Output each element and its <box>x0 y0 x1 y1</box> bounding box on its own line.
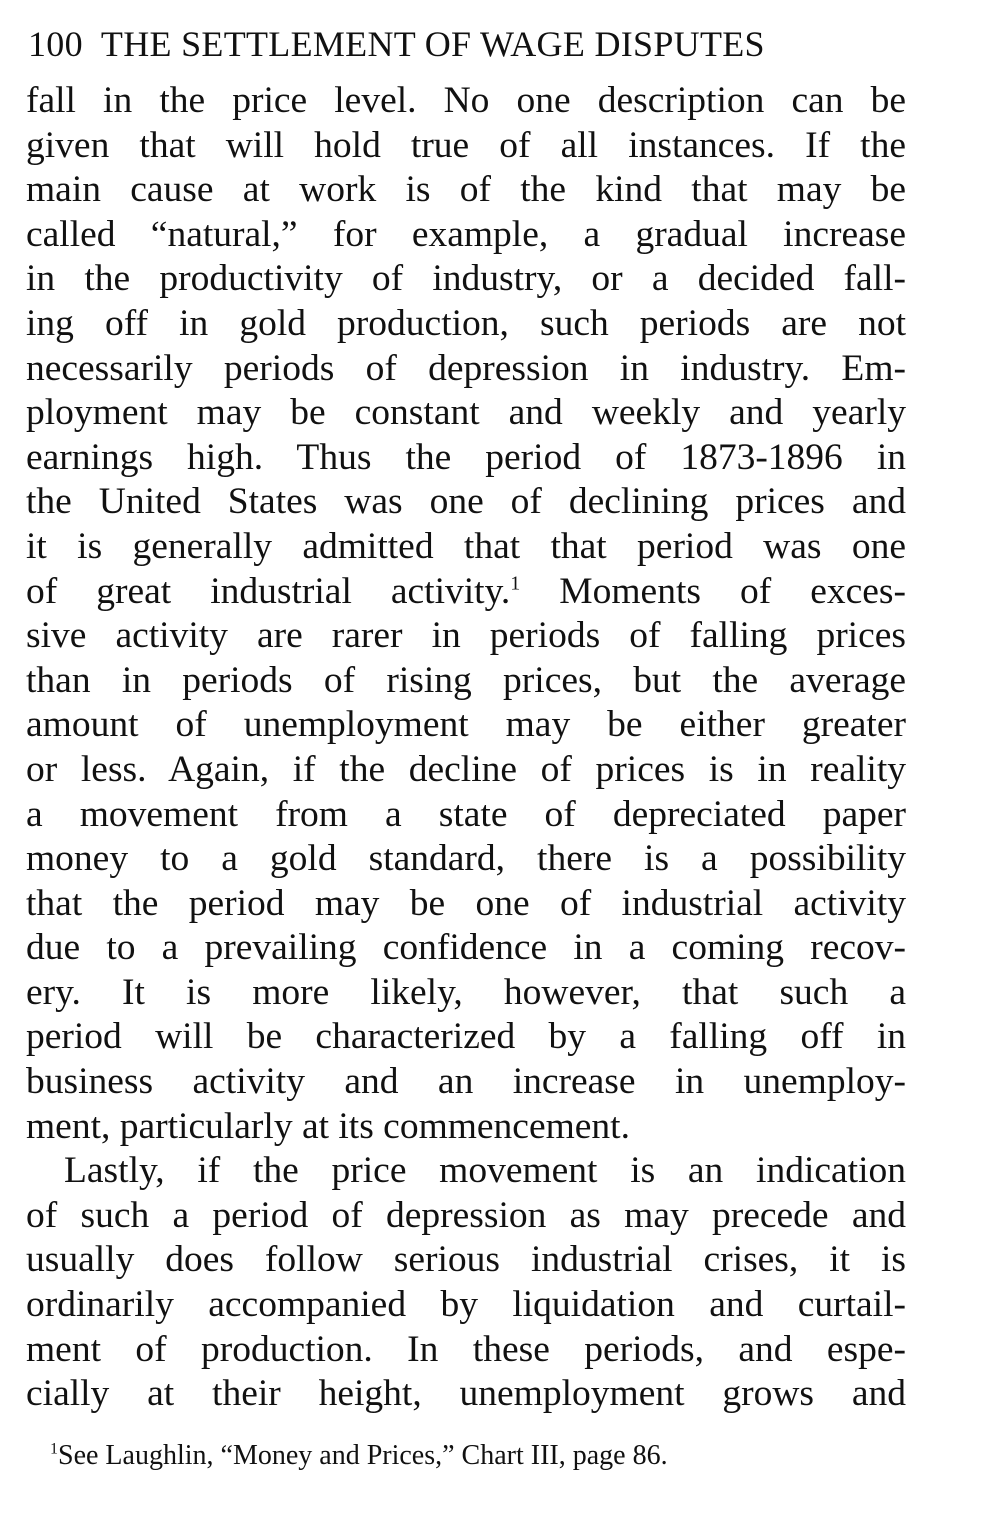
body-text <box>26 79 906 1417</box>
text-line: called “natural,” for example, a gradual increase <box>26 213 906 255</box>
text-line: a movement from a state of depreciated paper <box>26 793 906 835</box>
text-line: of such a period of depression as may precede and <box>26 1194 906 1236</box>
footnote <box>50 1434 910 1478</box>
text-line: ery. It is more likely, however, that such a <box>26 971 906 1013</box>
running-title: THE SETTLEMENT OF WAGE DISPUTES <box>100 24 765 64</box>
text-line: due to a prevailing confidence in a coming recov- <box>26 927 906 969</box>
text-line: sive activity are rarer in periods of falling prices <box>26 615 906 657</box>
text-line: business activity and an increase in unemploy- <box>26 1061 906 1103</box>
text-line: than in periods of rising prices, but the average <box>26 659 906 701</box>
text-line: ment of production. In these periods, and espe- <box>26 1328 906 1370</box>
text-line: earnings high. Thus the period of 1873-1896 in <box>26 436 906 478</box>
text-line: usually does follow serious industrial crises, it is <box>26 1239 906 1281</box>
text-line: Lastly, if the price movement is an indication <box>64 1150 906 1192</box>
footnote-marker: 1 <box>50 1440 58 1458</box>
text-line: money to a gold standard, there is a possibility <box>26 838 906 880</box>
footnote-text: See Laughlin, “Money and Prices,” Chart III, page 86. <box>58 1440 668 1471</box>
text-line: cially at their height, unemployment grows and <box>26 1373 906 1415</box>
text-line: amount of unemployment may be either greater <box>26 704 906 746</box>
text-line: the United States was one of declining prices and <box>26 481 906 523</box>
text-line: that the period may be one of industrial activity <box>26 882 906 924</box>
page-number: 100 <box>28 24 83 64</box>
text-line: fall in the price level. No one description can be <box>26 80 906 121</box>
text-line: main cause at work is of the kind that may be <box>26 169 906 211</box>
text-segment: Moments of exces- <box>520 570 906 612</box>
text-line: ing off in gold production, such periods are not <box>26 302 906 344</box>
text-line: or less. Again, if the decline of prices is in reality <box>26 748 906 790</box>
text-segment: of great industrial activity. <box>26 570 511 612</box>
text-line: ordinarily accompanied by liquidation and curtail- <box>26 1284 906 1326</box>
text-line: given that will hold true of all instances. If the <box>26 124 906 166</box>
text-line: in the productivity of industry, or a decided fall- <box>26 258 906 300</box>
text-line: it is generally admitted that that period was one <box>26 525 906 567</box>
running-header <box>28 14 908 74</box>
text-line: period will be characterized by a falling off in <box>26 1016 906 1058</box>
footnote-reference: 1 <box>510 572 521 595</box>
text-line-with-footnote-ref <box>26 570 906 615</box>
text-line: ployment may be constant and weekly and yearly <box>26 392 906 434</box>
text-line: necessarily periods of depression in industry. Em- <box>26 347 906 389</box>
text-line: ment, particularly at its commencement. <box>26 1105 630 1147</box>
